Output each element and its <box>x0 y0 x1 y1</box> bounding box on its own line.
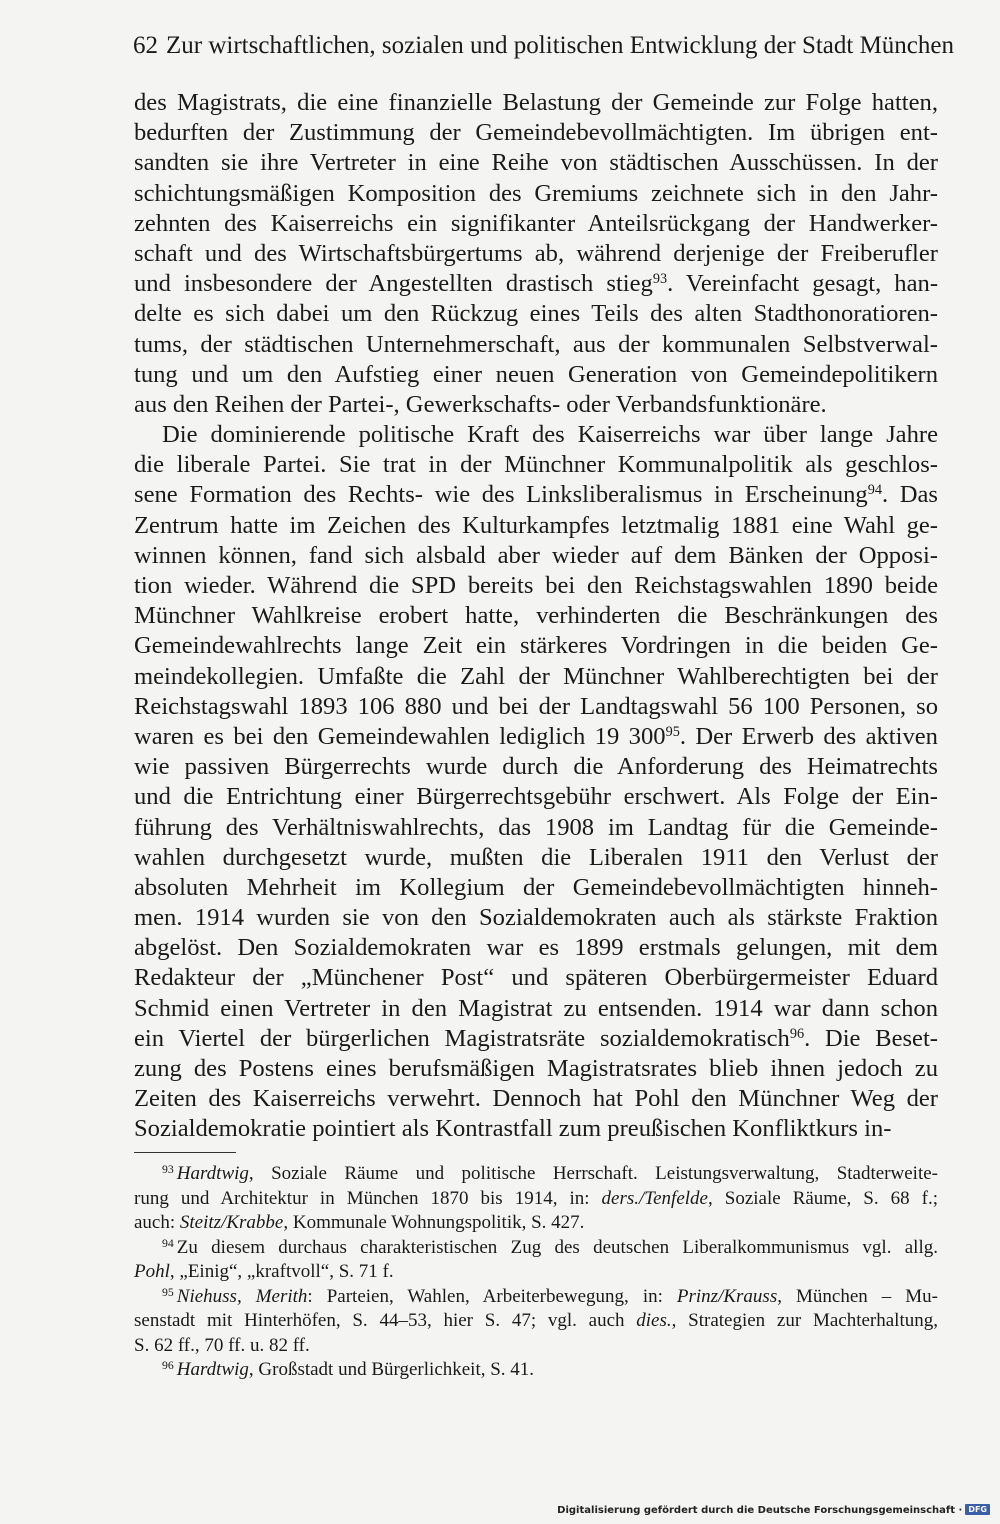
text-line <box>134 420 938 450</box>
footnote-text: , Soziale Räume und politische Herrschaft. Leistungsverwaltung, Stadterweite- <box>248 1163 938 1184</box>
text-line <box>134 330 938 360</box>
footnote-line <box>134 1260 938 1285</box>
text-line <box>134 118 938 148</box>
line-text: delte es sich dabei um den Rückzug eines Teils des alten Stadthonoratioren- <box>134 300 938 328</box>
line-text: abgelöst. Den Sozialdemokraten war es 1899 erstmals gelungen, mit dem <box>134 934 938 962</box>
author-name: Niehuss, Merith <box>176 1285 308 1307</box>
line-text: tion wieder. Während die SPD bereits bei den Reichstagswahlen 1890 beide <box>134 572 938 599</box>
footnote-text: rung und Architektur in München 1870 bis 1914, in: <box>134 1187 602 1209</box>
footnote-divider <box>134 1152 236 1153</box>
line-text: und die Entrichtung einer Bürgerrechtsgebühr erschwert. Als Folge der Ein- <box>134 783 938 811</box>
footnote-line <box>134 1162 938 1187</box>
line-text: zung des Postens eines berufsmäßigen Magistratsrates blieb ihnen jedoch zu <box>134 1055 938 1082</box>
footnote-text: S. 62 ff., 70 ff. u. 82 ff. <box>134 1334 310 1356</box>
footnote <box>134 1358 938 1383</box>
footnote-text: , Soziale Räume, S. 68 f.; <box>707 1187 938 1209</box>
footnote-reference: 95 <box>665 724 680 741</box>
text-line <box>134 933 938 963</box>
line-text: winnen können, fand sich alsbald aber wieder auf dem Bänken der Opposi- <box>134 541 938 569</box>
line-text: sene Formation des Rechts- wie des Linksliberalismus in Erscheinung <box>134 481 868 509</box>
text-line <box>134 480 938 510</box>
text-line <box>134 843 938 873</box>
dfg-logo: DFG <box>965 1504 990 1515</box>
line-text: Sozialdemokratie pointiert als Kontrastfall zum preußischen Konfliktkurs in- <box>134 1115 892 1143</box>
line-text: . Das <box>881 481 938 509</box>
line-text: wahlen durchgesetzt wurde, mußten die Liberalen 1911 den Verlust der <box>134 843 938 871</box>
text-line <box>134 360 938 390</box>
line-text: absoluten Mehrheit im Kollegium der Gemeindebevollmächtigten hinneh- <box>134 873 938 901</box>
text-line <box>134 209 938 239</box>
line-text: Münchner Wahlkreise erobert hatte, verhinderten die Beschränkungen des <box>134 602 938 630</box>
text-line <box>134 692 938 722</box>
text-line <box>134 873 938 903</box>
line-text: die liberale Partei. Sie trat in der Münchner Kommunalpolitik als geschlos- <box>134 451 938 479</box>
line-text: schaft und des Wirtschaftsbürgertums ab, während derjenige der Freiberufler <box>134 239 938 267</box>
page-number: 62 <box>133 32 158 59</box>
line-text: Die dominierende politische Kraft des Kaiserreichs war über lange Jahre <box>162 421 938 449</box>
line-text: Schmid einen Vertreter in den Magistrat zu entsenden. 1914 war dann schon <box>134 994 938 1022</box>
footnote-text: auch: <box>134 1212 180 1233</box>
line-text: Gemeindewahlrechts lange Zeit ein stärkeres Vordringen in die beiden Ge- <box>134 632 938 660</box>
footnote-text: senstadt mit Hinterhöfen, S. 44–53, hier S. 47; vgl. auch <box>134 1310 637 1331</box>
footnote-text: , „Einig“, „kraftvoll“, S. 71 f. <box>169 1261 394 1282</box>
footnote-line <box>134 1211 938 1236</box>
line-text: Reichstagswahl 1893 106 880 und bei der Landtagswahl 56 100 Personen, so <box>134 692 938 720</box>
line-text: aus den Reihen der Partei-, Gewerkschafts- oder Verbandsfunktionäre. <box>134 390 827 418</box>
text-line <box>134 179 938 209</box>
line-text: sandten sie ihre Vertreter in eine Reihe von städtischen Ausschüssen. In der <box>134 149 938 177</box>
line-text: men. 1914 wurden sie von den Sozialdemokraten auch als stärkste Fraktion <box>134 904 938 932</box>
line-text: zehnten des Kaiserreichs ein signifikanter Anteilsrückgang der Handwerker- <box>134 209 938 237</box>
line-text: und insbesondere der Angestellten drastisch stieg <box>134 270 653 298</box>
footnote-line <box>134 1334 938 1359</box>
footnote-text: , Kommunale Wohnungspolitik, S. 427. <box>283 1212 585 1233</box>
text-line <box>134 601 938 631</box>
credit-text: Digitalisierung gefördert durch die Deutsche Forschungsgemeinschaft · <box>557 1505 963 1516</box>
text-line <box>134 148 938 178</box>
line-text: . Der Erwerb des aktiven <box>679 722 938 750</box>
running-header <box>133 30 955 62</box>
text-line <box>134 239 938 269</box>
text-line <box>134 450 938 480</box>
text-line <box>134 88 938 118</box>
footnote-text: , Strategien zur Machterhaltung, <box>671 1310 938 1331</box>
author-name: ders./Tenfelde <box>601 1187 708 1209</box>
text-line <box>134 1024 938 1054</box>
paragraph <box>134 88 938 420</box>
footnote <box>134 1162 938 1236</box>
text-line <box>134 511 938 541</box>
line-text: ein Viertel der bürgerlichen Magistratsräte sozialdemokratisch <box>134 1024 790 1052</box>
footnote-text: : Parteien, Wahlen, Arbeiterbewegung, in: <box>307 1285 677 1307</box>
text-line <box>134 813 938 843</box>
author-name: Hardtwig <box>176 1163 249 1184</box>
line-text: . Vereinfacht gesagt, han- <box>667 270 939 298</box>
line-text: Zeiten des Kaiserreichs verwehrt. Dennoch hat Pohl den Münchner Weg der <box>134 1085 938 1113</box>
footnote-line <box>134 1285 938 1310</box>
text-line <box>134 1114 938 1144</box>
footnote-marker: 95 <box>162 1285 174 1299</box>
line-text: . Die Beset- <box>804 1024 938 1052</box>
running-title: Zur wirtschaftlichen, sozialen und politischen Entwicklung der Stadt München <box>166 32 955 59</box>
author-name: dies. <box>636 1310 672 1331</box>
line-text: wie passiven Bürgerrechts wurde durch die Anforderung des Heimatrechts <box>134 753 938 781</box>
text-line <box>134 1084 938 1114</box>
line-text: des Magistrats, die eine finanzielle Belastung der Gemeinde zur Folge hatten, <box>134 89 938 116</box>
footnote-reference: 93 <box>652 271 668 288</box>
footnote-reference: 94 <box>867 482 882 499</box>
digitization-credit <box>557 1504 990 1516</box>
author-name: Steitz/Krabbe <box>179 1212 284 1233</box>
text-line <box>134 963 938 993</box>
footnote-line <box>134 1236 938 1261</box>
author-name: Prinz/Krauss <box>676 1285 778 1307</box>
text-line <box>134 903 938 933</box>
line-text: Redakteur der „Münchener Post“ und späteren Oberbürgermeister Eduard <box>134 964 938 992</box>
footnotes <box>134 1162 938 1383</box>
footnote-marker: 96 <box>162 1359 174 1373</box>
footnote-text: , Großstadt und Bürgerlichkeit, S. 41. <box>248 1359 535 1380</box>
footnote-line <box>134 1358 938 1383</box>
text-line <box>134 390 938 420</box>
line-text: führung des Verhältniswahlrechts, das 1908 im Landtag für die Gemeinde- <box>134 813 938 841</box>
footnote-reference: 96 <box>789 1025 805 1042</box>
text-line <box>134 631 938 661</box>
text-line <box>134 752 938 782</box>
text-line <box>134 269 938 299</box>
line-text: Zentrum hatte im Zeichen des Kulturkampfes letztmalig 1881 eine Wahl ge- <box>134 511 938 539</box>
text-line <box>134 299 938 329</box>
author-name: Hardtwig <box>176 1359 249 1380</box>
line-text: tums, der städtischen Unternehmerschaft, aus der kommunalen Selbstverwal- <box>134 330 938 358</box>
text-line <box>134 541 938 571</box>
footnote <box>134 1236 938 1285</box>
footnote-marker: 94 <box>162 1236 174 1250</box>
footnote-text: Zu diesem durchaus charakteristischen Zug des deutschen Liberalkommunismus vgl. allg. <box>176 1236 938 1258</box>
footnote <box>134 1285 938 1359</box>
author-name: Pohl <box>134 1261 170 1282</box>
text-line <box>134 722 938 752</box>
line-text: tung und um den Aufstieg einer neuen Generation von Gemeindepolitikern <box>134 360 938 388</box>
text-line <box>134 571 938 601</box>
main-text <box>134 88 938 1145</box>
footnote-text: , München – Mu- <box>777 1285 939 1307</box>
text-line <box>134 782 938 812</box>
text-line <box>134 662 938 692</box>
line-text: schichtungsmäßigen Komposition des Gremiums zeichnete sich in den Jahr- <box>134 179 938 207</box>
text-line <box>134 994 938 1024</box>
footnote-marker: 93 <box>162 1163 174 1177</box>
paragraph <box>134 420 938 1145</box>
footnote-line <box>134 1187 938 1212</box>
footnote-line <box>134 1309 938 1334</box>
line-text: bedurften der Zustimmung der Gemeindebevollmächtigten. Im übrigen ent- <box>134 119 938 147</box>
text-line <box>134 1054 938 1084</box>
line-text: waren es bei den Gemeindewahlen lediglich 19 300 <box>134 722 666 750</box>
line-text: meindekollegien. Umfaßte die Zahl der Münchner Wahlberechtigten bei der <box>134 662 938 690</box>
